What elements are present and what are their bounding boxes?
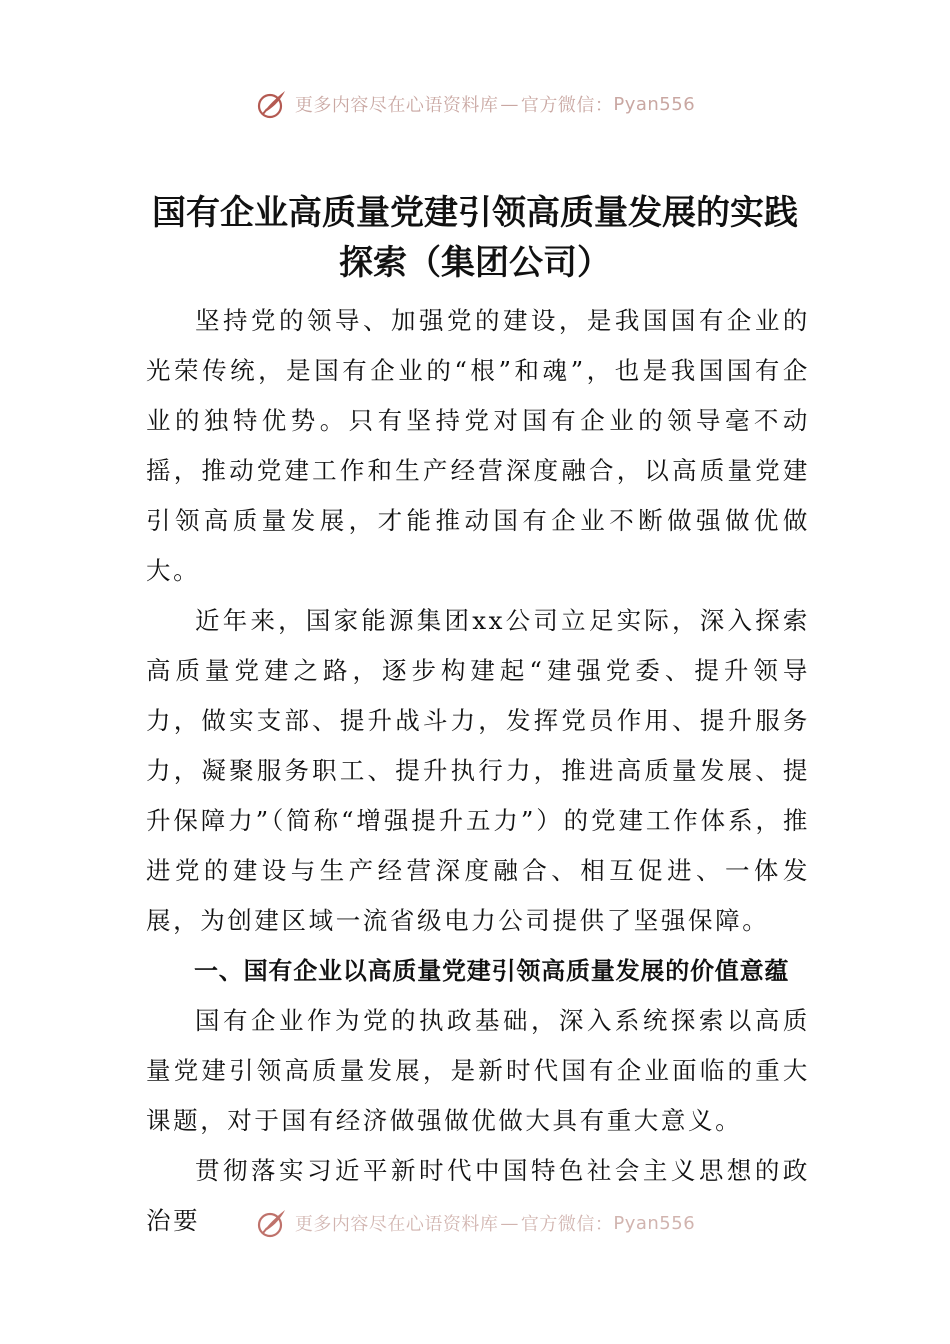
document-title: 国有企业高质量党建引领高质量发展的实践探索（集团公司）	[152, 193, 798, 283]
paragraph-1: 坚持党的领导、加强党的建设，是我国国有企业的光荣传统，是国有企业的“根”和魂”，也是我国国有企业的独特优势。只有坚持党对国有企业的领导毫不动摇，推动党建工作和生产经营深度融合，以高质量党建引领高质量发展，才能推动国有企业不断做强做优做大。	[146, 306, 810, 585]
quill-logo-icon	[255, 1206, 289, 1240]
wechat-label: 官方微信：	[520, 95, 614, 116]
watermark-text: 更多内容尽在心语资料库	[294, 1214, 499, 1235]
paragraph-4: 贯彻落实习近平新时代中国特色社会主义思想的政治要	[146, 1156, 810, 1235]
watermark-text: 更多内容尽在心语资料库	[294, 95, 499, 116]
section-heading: 一、国有企业以高质量党建引领高质量发展的价值意蕴	[194, 957, 790, 985]
paragraph-3: 国有企业作为党的执政基础，深入系统探索以高质量党建引领高质量发展，是新时代国有企业面临的重大课题，对于国有经济做强做优做大具有重大意义。	[146, 1006, 810, 1135]
footer-watermark	[0, 1201, 950, 1245]
wechat-label: 官方微信：	[520, 1214, 614, 1235]
header-watermark	[0, 82, 950, 126]
paragraph-2: 近年来，国家能源集团xx公司立足实际，深入探索高质量党建之路，逐步构建起“建强党委、提升领导力，做实支部、提升战斗力，发挥党员作用、提升服务力，凝聚服务职工、提升执行力，推进高质量发展、提升保障力”（简称“增强提升五力”）的党建工作体系，推进党的建设与生产经营深度融合、相互促进、一体发展，为创建区域一流省级电力公司提供了坚强保障。	[146, 606, 810, 935]
wechat-id: Pyan556	[613, 1212, 696, 1234]
watermark-dash: —	[500, 93, 519, 115]
wechat-id: Pyan556	[613, 93, 696, 115]
quill-logo-icon	[255, 87, 289, 121]
document-body	[146, 296, 810, 1246]
watermark-dash: —	[500, 1212, 519, 1234]
